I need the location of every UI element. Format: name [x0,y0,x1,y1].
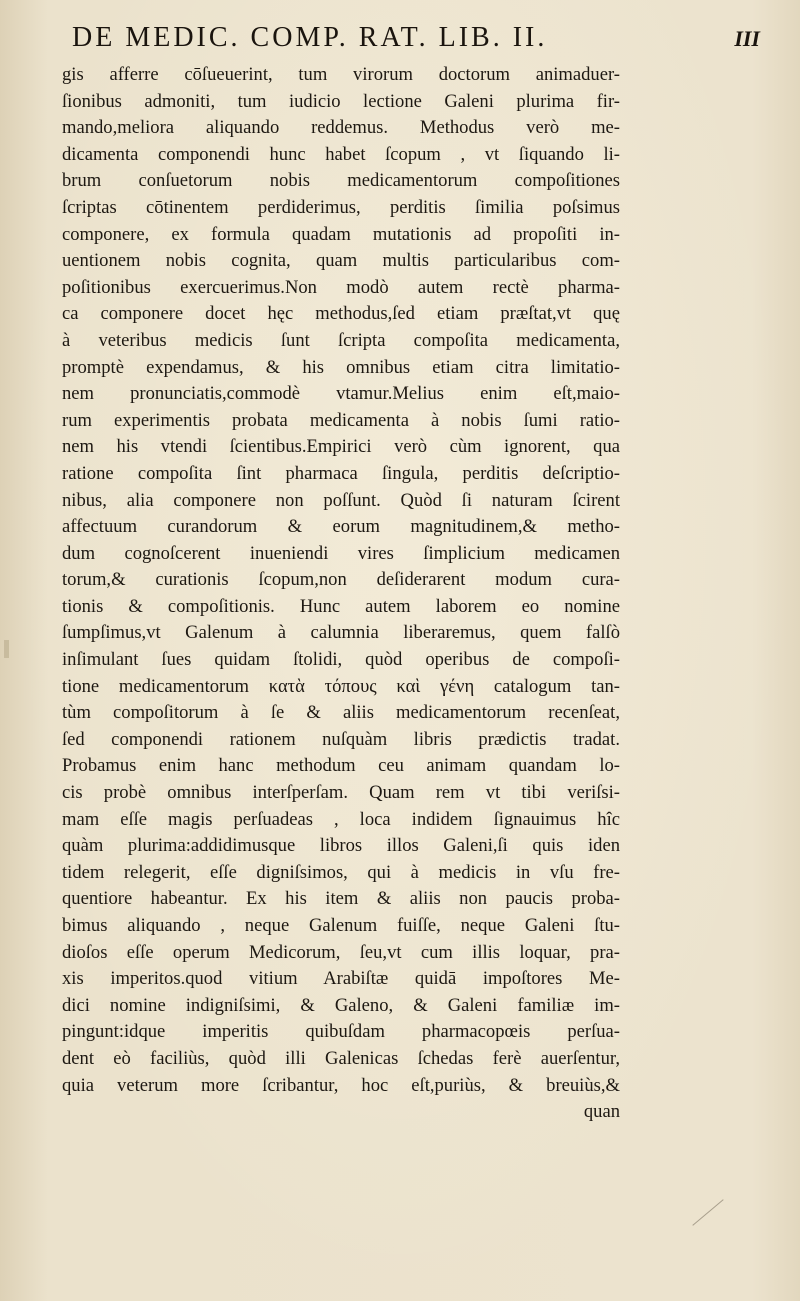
text-line: brum conſuetorum nobis medicamentorum compoſitiones [62,170,620,192]
page-number: III [734,26,760,51]
text-line: promptè expendamus, & his omnibus etiam citra limitatio- [62,356,620,378]
text-line: quàm plurima:addidimusque libros illos Galeni,ſi quis iden [62,835,620,857]
text-line: torum,& curationis ſcopum,non deſiderarent modum cura- [62,569,620,591]
running-head: DE MEDIC. COMP. RAT. LIB. II. [72,22,548,53]
text-line: ſcriptas cōtinentem perdiderimus, perditis ſimilia poſsimus [62,196,620,218]
text-line: à veteribus medicis ſunt ſcripta compoſita medicamenta, [62,329,620,351]
stray-pen-mark [692,1199,723,1225]
text-line: ratione compoſita ſint pharmaca ſingula, perditis deſcriptio- [62,462,620,484]
page-header [60,20,760,56]
text-line: gis afferre cōſueuerint, tum virorum doctorum animaduer- [62,64,620,85]
text-line: tione medicamentorum κατὰ τόπους καὶ γένη catalogum tan- [62,675,620,697]
text-line: componere, ex formula quadam mutationis ad propoſiti in- [62,223,620,245]
text-line: cis probè omnibus interſperſam. Quam rem vt tibi veriſsi- [62,782,620,804]
text-line: tionis & compoſitionis. Hunc autem laborem eo nomine [62,595,620,617]
text-line: nem his vtendi ſcientibus.Empirici verò cùm ignorent, qua [62,436,620,458]
text-line: quentiore habeantur. Ex his item & aliis non paucis proba- [62,888,620,910]
text-line: ca componere docet hęc methodus,ſed etiam præſtat,vt quę [62,303,620,325]
text-line: mam eſſe magis perſuadeas , loca indidem ſignauimus hîc [62,808,620,830]
text-line: nibus, alia componere non poſſunt. Quòd ſi naturam ſcirent [62,489,620,511]
text-line: bimus aliquando , neque Galenum fuiſſe, neque Galeni ſtu- [62,915,620,936]
text-line: Probamus enim hanc methodum ceu animam quandam lo- [62,755,620,777]
text-line: dici nomine indigniſsimi, & Galeno, & Galeni familiæ im- [62,994,620,1016]
text-line: uentionem nobis cognita, quam multis particularibus com- [62,250,620,272]
text-line: ſumpſimus,vt Galenum à calumnia liberaremus, quem falſò [62,622,620,644]
text-line: ſionibus admoniti, tum iudicio lectione Galeni plurima fir- [62,90,620,112]
text-line: rum experimentis probata medicamenta à nobis ſumi ratio- [62,409,620,431]
text-line: pingunt:idque imperitis quibuſdam pharmacopœis perſua- [62,1021,620,1043]
text-line: dum cognoſcerent inueniendi vires ſimplicium medicamen [62,542,620,564]
binding-stain [4,640,9,658]
text-line: dioſos eſſe operum Medicorum, ſeu,vt cum illis loquar, pra- [62,941,620,963]
text-line: dent eò faciliùs, quòd illi Galenicas ſchedas ferè auerſentur, [62,1047,620,1069]
text-line: xis imperitos.quod vitium Arabiſtæ quidā impoſtores Me- [62,968,620,990]
text-line: tidem relegerit, eſſe digniſsimos, qui à medicis in vſu fre- [62,861,620,883]
text-line: dicamenta componendi hunc habet ſcopum , vt ſiquando li- [62,143,620,165]
text-line: mando,meliora aliquando reddemus. Methodus verò me- [62,117,620,139]
text-line: affectuum curandorum & eorum magnitudinem,& metho- [62,516,620,538]
text-line: nem pronunciatis,commodè vtamur.Melius enim eſt,maio- [62,383,620,405]
text-line: quia veterum more ſcribantur, hoc eſt,puriùs, & breuiùs,& [62,1074,620,1096]
text-line: ſed componendi rationem nuſquàm libris prædictis tradat. [62,728,620,750]
text-line: inſimulant ſues quidam ſtolidi, quòd operibus de compoſi- [62,649,620,671]
text-line: poſitionibus exercuerimus.Non modò autem rectè pharma- [62,276,620,298]
catchword: quan [583,1101,620,1123]
body-text [62,62,620,1126]
text-line: tùm compoſitorum à ſe & aliis medicamentorum recenſeat, [62,702,620,724]
